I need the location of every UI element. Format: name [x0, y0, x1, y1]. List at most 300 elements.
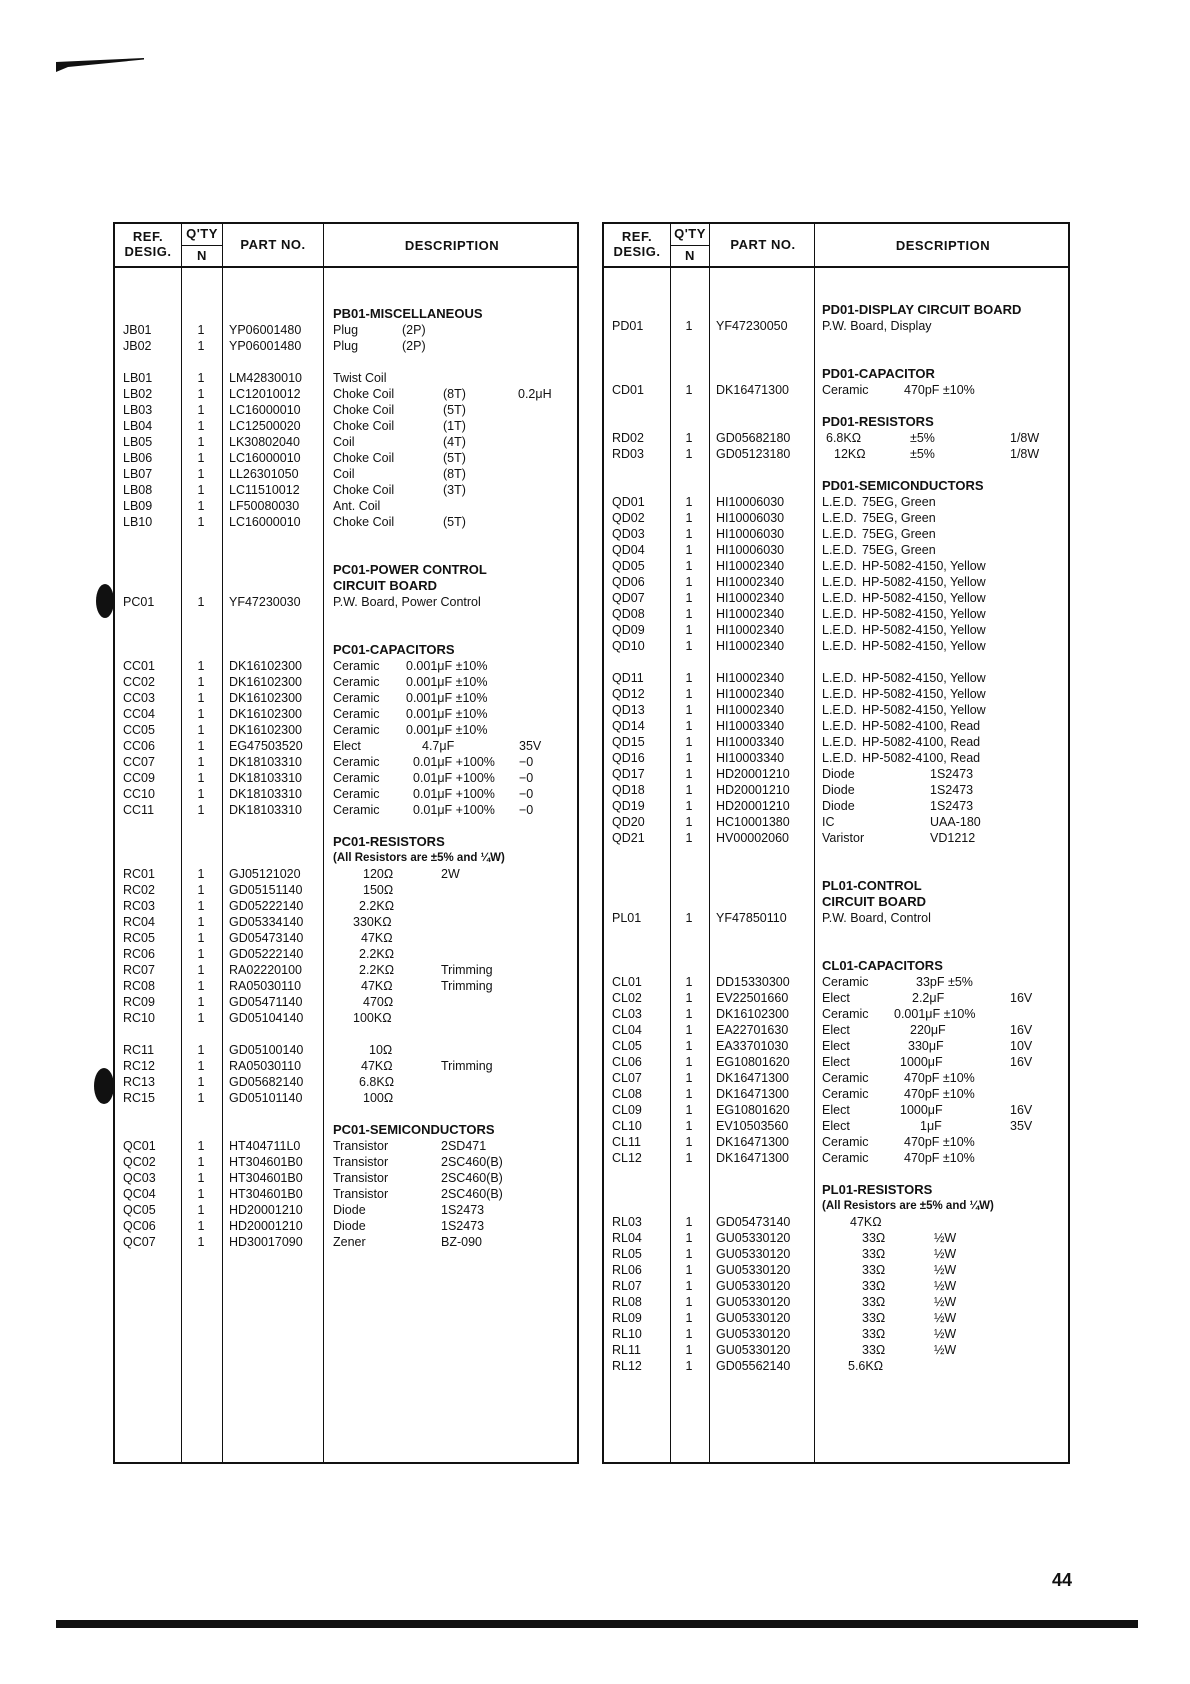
table-row — [604, 974, 1068, 990]
ref-desig-cell: QD05 — [612, 559, 645, 573]
description-value: 33Ω — [862, 1343, 886, 1357]
part-no-cell: DK16102300 — [229, 691, 302, 705]
ref-desig-cell: QC07 — [123, 1235, 156, 1249]
qty-cell: 1 — [685, 1103, 693, 1117]
ref-desig-cell: LB02 — [123, 387, 153, 401]
description-value: 0.01μF +100% — [413, 787, 495, 801]
table-row — [604, 750, 1068, 766]
ref-desig-cell: QC03 — [123, 1171, 156, 1185]
qty-cell: 1 — [197, 899, 205, 913]
qty-cell: 1 — [197, 691, 205, 705]
qty-cell: 1 — [197, 1043, 205, 1057]
description-cell: Zener — [333, 1235, 366, 1249]
qty-header: Q'TY — [186, 226, 218, 241]
section-heading — [604, 302, 1068, 318]
description-value: (8T) — [443, 467, 466, 481]
part-no-cell: DK16471300 — [716, 383, 789, 397]
ref-desig-cell: RC02 — [123, 883, 155, 897]
ref-desig-cell: LB06 — [123, 451, 153, 465]
description-value: 33Ω — [862, 1279, 886, 1293]
description-value: 33Ω — [862, 1295, 886, 1309]
table-row — [115, 338, 577, 354]
ref-desig-cell: RC10 — [123, 1011, 155, 1025]
section-heading — [604, 478, 1068, 494]
ref-desig-cell: RL04 — [612, 1231, 642, 1245]
description-cell: L.E.D. — [822, 559, 857, 573]
table-row — [115, 786, 577, 802]
ref-desig-cell: RL10 — [612, 1327, 642, 1341]
qty-cell: 1 — [685, 1215, 693, 1229]
ref-desig-cell: CL09 — [612, 1103, 642, 1117]
part-no-cell: YP06001480 — [229, 339, 302, 353]
ref-desig-header: REF. DESIG. — [124, 229, 172, 259]
table-row — [115, 1234, 577, 1250]
description-cell: Elect — [822, 1039, 850, 1053]
table-row — [115, 434, 577, 450]
part-no-cell: GU05330120 — [716, 1247, 791, 1261]
description-value: 35V — [519, 739, 542, 753]
description-value: 470pF ±10% — [904, 1135, 975, 1149]
table-row — [115, 882, 577, 898]
description-value: 1S2473 — [441, 1203, 485, 1217]
table-row — [604, 990, 1068, 1006]
qty-cell: 1 — [685, 831, 693, 845]
ref-desig-cell: RL06 — [612, 1263, 642, 1277]
ref-desig-cell: RC04 — [123, 915, 155, 929]
table-row — [604, 1022, 1068, 1038]
part-no-cell: GD05562140 — [716, 1359, 791, 1373]
part-no-cell: HT304601B0 — [229, 1187, 303, 1201]
qty-cell: 1 — [197, 1091, 205, 1105]
part-no-cell: LF50080030 — [229, 499, 300, 513]
part-no-cell: HV00002060 — [716, 831, 789, 845]
ref-desig-cell: CC01 — [123, 659, 155, 673]
table-row — [115, 514, 577, 530]
description-cell: Elect — [822, 1023, 850, 1037]
table-header — [604, 224, 1068, 268]
description-value: 0.001μF ±10% — [406, 675, 488, 689]
description-value: 1/8W — [1010, 447, 1040, 461]
part-no-cell: HI10002340 — [716, 559, 785, 573]
part-no-cell: RA05030110 — [229, 979, 302, 993]
part-no-cell: HI10002340 — [716, 639, 785, 653]
section-heading — [115, 642, 577, 658]
part-no-cell: DK16471300 — [716, 1151, 789, 1165]
parts-table-left — [113, 222, 579, 1464]
table-row — [115, 658, 577, 674]
description-value: 150Ω — [363, 883, 394, 897]
qty-cell: 1 — [685, 623, 693, 637]
binder-hole-mark — [94, 1068, 114, 1104]
ref-desig-cell: QD01 — [612, 495, 645, 509]
description-value: (3T) — [443, 483, 466, 497]
section-heading-text: PC01-POWER CONTROL — [333, 562, 487, 577]
part-no-cell: GD05682140 — [229, 1075, 304, 1089]
qty-cell: 1 — [197, 931, 205, 945]
description-cell: Ceramic — [333, 707, 380, 721]
ref-desig-cell: RL07 — [612, 1279, 642, 1293]
description-value: ½W — [934, 1247, 957, 1261]
description-value: 10Ω — [369, 1043, 393, 1057]
description-cell: Varistor — [822, 831, 865, 845]
table-row — [604, 782, 1068, 798]
description-cell: Plug — [333, 339, 359, 353]
part-no-cell: HD20001210 — [716, 767, 790, 781]
description-value: HP-5082-4150, Yellow — [862, 671, 986, 685]
qty-cell: 1 — [197, 1059, 205, 1073]
table-row — [604, 1326, 1068, 1342]
table-row — [604, 766, 1068, 782]
description-cell: Ceramic — [333, 691, 380, 705]
qty-n-header: N — [197, 248, 207, 263]
part-no-cell: DK16471300 — [716, 1087, 789, 1101]
description-value: 35V — [1010, 1119, 1033, 1133]
description-value: 0.01μF +100% — [413, 755, 495, 769]
part-no-cell: LC11510012 — [229, 483, 300, 497]
description-value: Trimming — [441, 963, 493, 977]
qty-cell: 1 — [685, 767, 693, 781]
description-cell: Coil — [333, 467, 355, 481]
part-no-cell: HT404711L0 — [229, 1139, 301, 1153]
qty-cell: 1 — [685, 495, 693, 509]
section-heading-text: CIRCUIT BOARD — [822, 894, 926, 909]
description-value: −0 — [519, 771, 534, 785]
part-no-cell: GU05330120 — [716, 1295, 791, 1309]
ref-desig-cell: CL07 — [612, 1071, 642, 1085]
description-value: 16V — [1010, 991, 1033, 1005]
qty-cell: 1 — [685, 799, 693, 813]
ref-desig-cell: QD03 — [612, 527, 645, 541]
qty-cell: 1 — [685, 1295, 693, 1309]
description-cell: P.W. Board, Control — [822, 911, 931, 925]
description-cell: L.E.D. — [822, 719, 857, 733]
ref-desig-cell: QD07 — [612, 591, 645, 605]
description-value: 2.2KΩ — [359, 963, 395, 977]
part-no-cell: DK16102300 — [716, 1007, 789, 1021]
description-cell: Ceramic — [333, 659, 380, 673]
qty-cell: 1 — [197, 467, 205, 481]
description-value: ½W — [934, 1295, 957, 1309]
section-heading-text: PL01-RESISTORS — [822, 1182, 933, 1197]
ref-desig-cell: QD20 — [612, 815, 645, 829]
qty-cell: 1 — [197, 963, 205, 977]
part-no-cell: GU05330120 — [716, 1263, 791, 1277]
ref-desig-cell: QC05 — [123, 1203, 156, 1217]
qty-cell: 1 — [685, 431, 693, 445]
part-no-cell: DK16471300 — [716, 1135, 789, 1149]
table-row — [115, 466, 577, 482]
description-value: (5T) — [443, 515, 466, 529]
part-no-cell: EV10503560 — [716, 1119, 789, 1133]
qty-n-header: N — [685, 248, 695, 263]
ref-desig-cell: CC04 — [123, 707, 155, 721]
ref-desig-cell: CC07 — [123, 755, 155, 769]
description-value: HP-5082-4150, Yellow — [862, 575, 986, 589]
table-row — [604, 814, 1068, 830]
table-row — [604, 446, 1068, 462]
ref-desig-cell: RL08 — [612, 1295, 642, 1309]
part-no-cell: HD20001210 — [229, 1219, 303, 1233]
description-value: 5.6KΩ — [848, 1359, 884, 1373]
description-value: 1S2473 — [441, 1219, 485, 1233]
description-value: HP-5082-4150, Yellow — [862, 703, 986, 717]
description-value: 470pF ±10% — [904, 1071, 975, 1085]
table-row — [115, 674, 577, 690]
description-value: 47KΩ — [850, 1215, 882, 1229]
qty-cell: 1 — [197, 595, 205, 609]
qty-cell: 1 — [197, 707, 205, 721]
part-no-cell: EG10801620 — [716, 1055, 790, 1069]
part-no-cell: GD05471140 — [229, 995, 303, 1009]
description-cell: Ant. Coil — [333, 499, 381, 513]
part-no-cell: HI10002340 — [716, 687, 785, 701]
description-value: HP-5082-4150, Yellow — [862, 687, 986, 701]
table-header — [115, 224, 577, 268]
description-cell: L.E.D. — [822, 623, 857, 637]
description-value: ½W — [934, 1279, 957, 1293]
description-cell: P.W. Board, Power Control — [333, 595, 481, 609]
table-row — [604, 1294, 1068, 1310]
ref-desig-cell: QD08 — [612, 607, 645, 621]
table-row — [115, 450, 577, 466]
table-row — [115, 1010, 577, 1026]
table-row — [604, 1038, 1068, 1054]
qty-cell: 1 — [197, 1203, 205, 1217]
part-no-cell: GD05104140 — [229, 1011, 304, 1025]
part-no-cell: GJ05121020 — [229, 867, 301, 881]
table-row — [115, 386, 577, 402]
section-heading — [115, 834, 577, 850]
qty-cell: 1 — [197, 659, 205, 673]
part-no-cell: HI10006030 — [716, 543, 785, 557]
section-heading-text: PL01-CONTROL — [822, 878, 922, 893]
description-value: 1/8W — [1010, 431, 1040, 445]
description-value: 33Ω — [862, 1231, 886, 1245]
part-no-cell: EA33701030 — [716, 1039, 789, 1053]
description-value: ½W — [934, 1231, 957, 1245]
table-row — [115, 706, 577, 722]
description-cell: L.E.D. — [822, 687, 857, 701]
ref-desig-cell: CL05 — [612, 1039, 642, 1053]
description-value: 33pF ±5% — [916, 975, 973, 989]
part-no-cell: EG47503520 — [229, 739, 303, 753]
description-value: 0.2μH — [518, 387, 552, 401]
description-cell: L.E.D. — [822, 671, 857, 685]
section-heading-text: PD01-DISPLAY CIRCUIT BOARD — [822, 302, 1022, 317]
ref-desig-cell: QD10 — [612, 639, 645, 653]
description-value: (8T) — [443, 387, 466, 401]
qty-cell: 1 — [197, 451, 205, 465]
description-value: 1S2473 — [930, 767, 974, 781]
page-number: 44 — [1052, 1570, 1073, 1590]
ref-desig-cell: RC12 — [123, 1059, 155, 1073]
qty-cell: 1 — [685, 719, 693, 733]
part-no-cell: GD05222140 — [229, 947, 304, 961]
description-value: ±5% — [910, 431, 935, 445]
table-row — [115, 1090, 577, 1106]
part-no-header: PART NO. — [730, 237, 796, 252]
qty-cell: 1 — [685, 911, 693, 925]
part-no-cell: HI10006030 — [716, 527, 785, 541]
part-no-cell: HD20001210 — [716, 799, 790, 813]
qty-cell: 1 — [197, 979, 205, 993]
ref-desig-cell: QD09 — [612, 623, 645, 637]
section-heading — [115, 578, 577, 594]
ref-desig-cell: CL06 — [612, 1055, 642, 1069]
part-no-cell: GU05330120 — [716, 1231, 791, 1245]
qty-cell: 1 — [197, 339, 205, 353]
description-value: 33Ω — [862, 1263, 886, 1277]
qty-cell: 1 — [197, 1187, 205, 1201]
part-no-cell: LC12010012 — [229, 387, 301, 401]
bottom-rule — [56, 1620, 1138, 1628]
ref-desig-cell: RL09 — [612, 1311, 642, 1325]
ref-desig-cell: RC08 — [123, 979, 155, 993]
qty-cell: 1 — [197, 1139, 205, 1153]
qty-cell: 1 — [197, 1011, 205, 1025]
part-no-cell: DK16102300 — [229, 723, 302, 737]
ref-desig-cell: JB01 — [123, 323, 152, 337]
ref-desig-cell: QD19 — [612, 799, 645, 813]
part-no-cell: DK18103310 — [229, 803, 302, 817]
description-cell: L.E.D. — [822, 575, 857, 589]
ref-desig-cell: CL10 — [612, 1119, 642, 1133]
table-row — [115, 962, 577, 978]
description-value: 16V — [1010, 1055, 1033, 1069]
description-value: 75EG, Green — [862, 511, 936, 525]
description-value: 16V — [1010, 1103, 1033, 1117]
description-cell: L.E.D. — [822, 527, 857, 541]
description-value: HP-5082-4100, Read — [862, 719, 981, 733]
description-value: 2SC460(B) — [441, 1171, 503, 1185]
description-value: 330μF — [908, 1039, 944, 1053]
part-no-cell: HD30017090 — [229, 1235, 303, 1249]
description-value: 1000μF — [900, 1103, 943, 1117]
part-no-cell: HI10003340 — [716, 719, 785, 733]
corner-mark-graphic — [56, 58, 144, 72]
description-cell: Diode — [822, 767, 855, 781]
part-no-cell: HC10001380 — [716, 815, 790, 829]
qty-cell: 1 — [197, 755, 205, 769]
qty-cell: 1 — [685, 687, 693, 701]
qty-cell: 1 — [685, 703, 693, 717]
qty-cell: 1 — [685, 511, 693, 525]
table-row — [604, 1358, 1068, 1374]
qty-cell: 1 — [197, 915, 205, 929]
qty-cell: 1 — [685, 1135, 693, 1149]
section-heading-text: PD01-RESISTORS — [822, 414, 934, 429]
part-no-cell: YP06001480 — [229, 323, 302, 337]
ref-desig-cell: LB01 — [123, 371, 153, 385]
table-row — [604, 542, 1068, 558]
qty-cell: 1 — [685, 1039, 693, 1053]
ref-desig-cell: CD01 — [612, 383, 644, 397]
description-value: 10V — [1010, 1039, 1033, 1053]
qty-cell: 1 — [685, 991, 693, 1005]
part-no-cell: DK18103310 — [229, 755, 302, 769]
ref-desig-cell: QC02 — [123, 1155, 156, 1169]
part-no-cell: DK16102300 — [229, 707, 302, 721]
ref-desig-cell: QD15 — [612, 735, 645, 749]
description-cell: Transistor — [333, 1139, 389, 1153]
part-no-cell: GD05222140 — [229, 899, 304, 913]
description-value: 470pF ±10% — [904, 1151, 975, 1165]
description-value: 0.01μF +100% — [413, 771, 495, 785]
section-heading-text: (All Resistors are ±5% and ¼W) — [822, 1200, 994, 1212]
qty-cell: 1 — [685, 1247, 693, 1261]
part-no-cell: GU05330120 — [716, 1343, 791, 1357]
description-value: 33Ω — [862, 1311, 886, 1325]
description-value: 470Ω — [363, 995, 394, 1009]
table-row — [604, 1070, 1068, 1086]
section-heading — [115, 562, 577, 578]
part-no-cell: HI10002340 — [716, 703, 785, 717]
ref-desig-header: REF. DESIG. — [613, 229, 661, 259]
description-value: −0 — [519, 787, 534, 801]
section-heading — [604, 1182, 1068, 1198]
table-row — [604, 1230, 1068, 1246]
ref-desig-cell: PD01 — [612, 319, 644, 333]
ref-desig-cell: QC01 — [123, 1139, 156, 1153]
description-value: Trimming — [441, 1059, 493, 1073]
table-row — [115, 1074, 577, 1090]
qty-cell: 1 — [685, 671, 693, 685]
table-row — [604, 574, 1068, 590]
table-row — [115, 1202, 577, 1218]
description-value: Trimming — [441, 979, 493, 993]
section-heading — [604, 894, 1068, 910]
qty-cell: 1 — [685, 975, 693, 989]
description-value: (1T) — [443, 419, 466, 433]
ref-desig-cell: RC13 — [123, 1075, 155, 1089]
description-value: 2.2KΩ — [359, 947, 395, 961]
table-row — [604, 670, 1068, 686]
parts-table-right — [602, 222, 1070, 1464]
qty-cell: 1 — [685, 639, 693, 653]
part-no-cell: GD05473140 — [229, 931, 304, 945]
table-row — [115, 482, 577, 498]
ref-desig-cell: RC11 — [123, 1043, 155, 1057]
ref-desig-cell: RL11 — [612, 1343, 641, 1357]
part-no-cell: LK30802040 — [229, 435, 300, 449]
ref-desig-cell: RC01 — [123, 867, 155, 881]
table-row — [115, 322, 577, 338]
ref-desig-cell: RC05 — [123, 931, 155, 945]
description-value: HP-5082-4150, Yellow — [862, 559, 986, 573]
table-row — [604, 1310, 1068, 1326]
table-row — [604, 638, 1068, 654]
description-value: 2.2μF — [912, 991, 945, 1005]
ref-desig-cell: QC06 — [123, 1219, 156, 1233]
description-value: ±5% — [910, 447, 935, 461]
ref-desig-cell: PL01 — [612, 911, 642, 925]
qty-cell: 1 — [685, 1263, 693, 1277]
ref-desig-cell: QD18 — [612, 783, 645, 797]
table-row — [115, 402, 577, 418]
description-value: 2SC460(B) — [441, 1155, 503, 1169]
description-value: 470pF ±10% — [904, 383, 975, 397]
qty-cell: 1 — [197, 995, 205, 1009]
ref-desig-cell: RL05 — [612, 1247, 642, 1261]
description-value: (2P) — [402, 323, 426, 337]
qty-cell: 1 — [685, 1279, 693, 1293]
ref-desig-cell: CC06 — [123, 739, 155, 753]
description-value: BZ-090 — [441, 1235, 482, 1249]
description-cell: Ceramic — [822, 383, 869, 397]
description-cell: Diode — [333, 1219, 366, 1233]
part-no-cell: YF47850110 — [716, 911, 787, 925]
section-heading — [604, 366, 1068, 382]
